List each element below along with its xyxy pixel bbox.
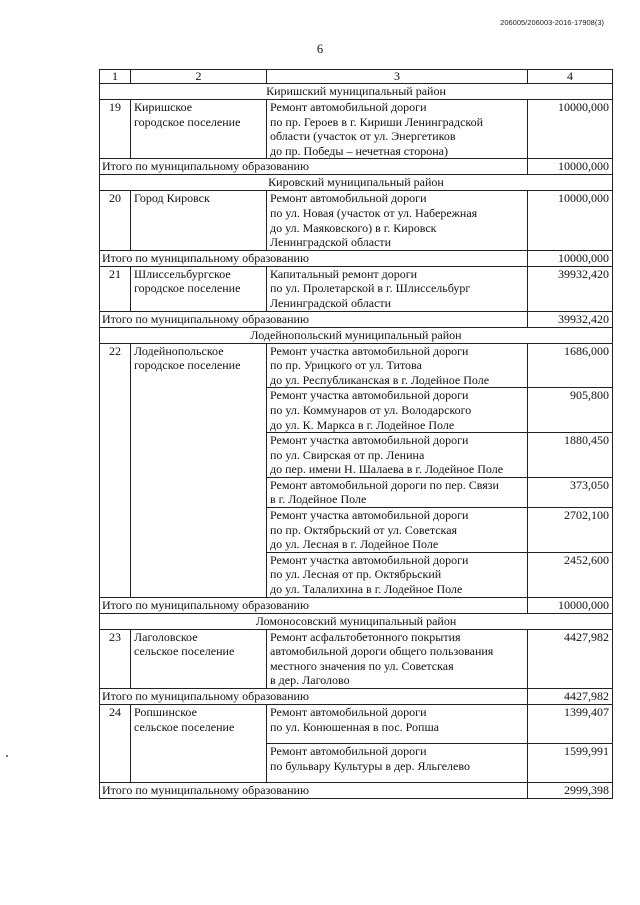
amount: 1399,407 (528, 705, 613, 744)
subtotal-row (100, 159, 613, 175)
settlement-name-line: сельское поселение (134, 644, 235, 659)
amount: 1599,991 (528, 744, 613, 783)
settlement-name-line: Ропшинское (134, 705, 197, 719)
page-number: 6 (316, 42, 324, 56)
header-col-1: 1 (100, 70, 131, 84)
header-col-2: 2 (131, 70, 267, 84)
amount: 10000,000 (528, 100, 613, 159)
row-number: 22 (100, 343, 131, 597)
work-description-line: по ул. Лесная от пр. Октябрьский (270, 567, 442, 582)
subtotal-amount: 10000,000 (528, 250, 613, 266)
subtotal-label: Итого по муниципальному образованию (100, 783, 528, 799)
subtotal-row (100, 250, 613, 266)
work-description-line: Ремонт автомобильной дороги (270, 100, 427, 114)
subtotal-label: Итого по муниципальному образованию (100, 250, 528, 266)
work-description-line: по ул. Свирская от пр. Ленина (270, 447, 425, 462)
table-row (100, 100, 613, 159)
document-id: 206005/206003-2016-17908(3) (500, 18, 604, 27)
work-description-line: до пр. Победы – нечетная сторона) (270, 143, 448, 158)
work-description (267, 100, 528, 159)
row-number: 24 (100, 705, 131, 783)
settlement-name (131, 266, 267, 311)
work-description-line: до ул. Маяковского) в г. Кировск (270, 220, 437, 235)
row-number: 23 (100, 629, 131, 688)
work-description-line: до ул. К. Маркса в г. Лодейное Поле (270, 417, 455, 432)
settlement-name-line: сельское поселение (134, 719, 235, 734)
work-description-line: по бульвару Культуры в дер. Яльгелево (270, 758, 470, 773)
row-number: 21 (100, 266, 131, 311)
header-col-3: 3 (267, 70, 528, 84)
district-header-row (100, 327, 613, 343)
table-header-row (100, 70, 613, 84)
settlement-name-line: Лодейнопольское (134, 343, 224, 358)
settlement-name-line: городское поселение (134, 114, 241, 129)
work-description-line: Капитальный ремонт дороги (270, 266, 418, 281)
work-description-line: до ул. Лесная в г. Лодейное Поле (270, 537, 439, 552)
work-description-line: Ремонт автомобильной дороги (270, 744, 427, 759)
work-description-line: Ремонт автомобильной дороги (270, 191, 427, 206)
scan-speck (6, 755, 8, 757)
district-name: Киришский муниципальный район (100, 84, 613, 100)
amount: 1686,000 (528, 343, 613, 388)
work-description-line: области (участок от ул. Энергетиков (270, 129, 456, 144)
amount: 10000,000 (528, 191, 613, 250)
work-description-line: по пр. Октябрьский от ул. Советская (270, 522, 458, 537)
subtotal-row (100, 597, 613, 613)
work-description-line: по пр. Урицкого от ул. Титова (270, 358, 422, 373)
work-description-line: Ленинградской области (270, 295, 392, 310)
work-description-line: автомобильной дороги общего пользования (270, 644, 494, 659)
district-name: Лодейнопольский муниципальный район (100, 327, 613, 343)
subtotal-row (100, 783, 613, 799)
work-description (267, 343, 528, 388)
work-description (267, 744, 528, 783)
settlement-name-line: городское поселение (134, 281, 241, 296)
work-description-line: в дер. Лаголово (270, 673, 350, 688)
subtotal-row (100, 311, 613, 327)
amount: 373,050 (528, 477, 613, 507)
work-description-line: по ул. Конюшенная в пос. Ропша (270, 719, 440, 734)
work-description (267, 388, 528, 433)
work-description-line: в г. Лодейное Поле (270, 492, 367, 507)
district-name: Кировский муниципальный район (100, 175, 613, 191)
work-description-line: до ул. Республиканская в г. Лодейное Поле (270, 372, 490, 387)
work-description-line: Ремонт участка автомобильной дороги (270, 508, 469, 523)
work-description (267, 191, 528, 250)
work-description-line: Ремонт асфальтобетонного покрытия (270, 629, 461, 644)
work-description (267, 552, 528, 597)
district-name: Ломоносовский муниципальный район (100, 613, 613, 629)
settlement-name (131, 100, 267, 159)
subtotal-amount: 10000,000 (528, 159, 613, 175)
work-description (267, 705, 528, 744)
header-col-4: 4 (528, 70, 613, 84)
work-description-line: Ремонт автомобильной дороги по пер. Связи (270, 477, 499, 492)
work-description-line: местного значения по ул. Советская (270, 658, 454, 673)
work-description-line: Ленинградской области (270, 235, 392, 250)
settlement-name-line: Город Кировск (134, 191, 210, 206)
work-description-line: до пер. имени Н. Шалаева в г. Лодейное Поле (270, 462, 504, 477)
work-description-line: по ул. Новая (участок от ул. Набережная (270, 205, 478, 220)
amount: 2452,600 (528, 552, 613, 597)
table-row (100, 705, 613, 744)
settlement-name-line: Шлиссельбургское (134, 266, 231, 281)
subtotal-label: Итого по муниципальному образованию (100, 689, 528, 705)
subtotal-row (100, 689, 613, 705)
settlement-name (131, 343, 267, 597)
work-description-line: до ул. Талалихина в г. Лодейное Поле (270, 582, 463, 597)
work-description-line: Ремонт автомобильной дороги (270, 705, 427, 719)
work-description (267, 433, 528, 478)
work-description-line: по ул. Коммунаров от ул. Володарского (270, 402, 472, 417)
work-description-line: Ремонт участка автомобильной дороги (270, 388, 469, 403)
work-description (267, 629, 528, 688)
subtotal-amount: 39932,420 (528, 311, 613, 327)
settlement-name (131, 629, 267, 688)
work-description (267, 477, 528, 507)
funding-table (99, 69, 613, 799)
work-description-line: Ремонт участка автомобильной дороги (270, 343, 469, 358)
subtotal-amount: 2999,398 (528, 783, 613, 799)
district-header-row (100, 613, 613, 629)
row-number: 20 (100, 191, 131, 250)
amount: 1880,450 (528, 433, 613, 478)
work-description-line: по ул. Пролетарской в г. Шлиссельбург (270, 281, 471, 296)
district-header-row (100, 175, 613, 191)
table-row (100, 629, 613, 688)
settlement-name-line: Киришское (134, 100, 193, 114)
subtotal-amount: 4427,982 (528, 689, 613, 705)
settlement-name (131, 191, 267, 250)
subtotal-amount: 10000,000 (528, 597, 613, 613)
table-row (100, 191, 613, 250)
amount: 39932,420 (528, 266, 613, 311)
table-row (100, 343, 613, 388)
subtotal-label: Итого по муниципальному образованию (100, 311, 528, 327)
settlement-name (131, 705, 267, 783)
work-description-line: Ремонт участка автомобильной дороги (270, 552, 469, 567)
district-header-row (100, 84, 613, 100)
work-description (267, 266, 528, 311)
settlement-name-line: городское поселение (134, 358, 241, 373)
work-description-line: Ремонт участка автомобильной дороги (270, 433, 469, 448)
subtotal-label: Итого по муниципальному образованию (100, 159, 528, 175)
amount: 905,800 (528, 388, 613, 433)
settlement-name-line: Лаголовское (134, 629, 198, 644)
amount: 2702,100 (528, 508, 613, 553)
row-number: 19 (100, 100, 131, 159)
work-description (267, 508, 528, 553)
amount: 4427,982 (528, 629, 613, 688)
subtotal-label: Итого по муниципальному образованию (100, 597, 528, 613)
table-row (100, 266, 613, 311)
work-description-line: по пр. Героев в г. Кириши Ленинградской (270, 114, 484, 129)
